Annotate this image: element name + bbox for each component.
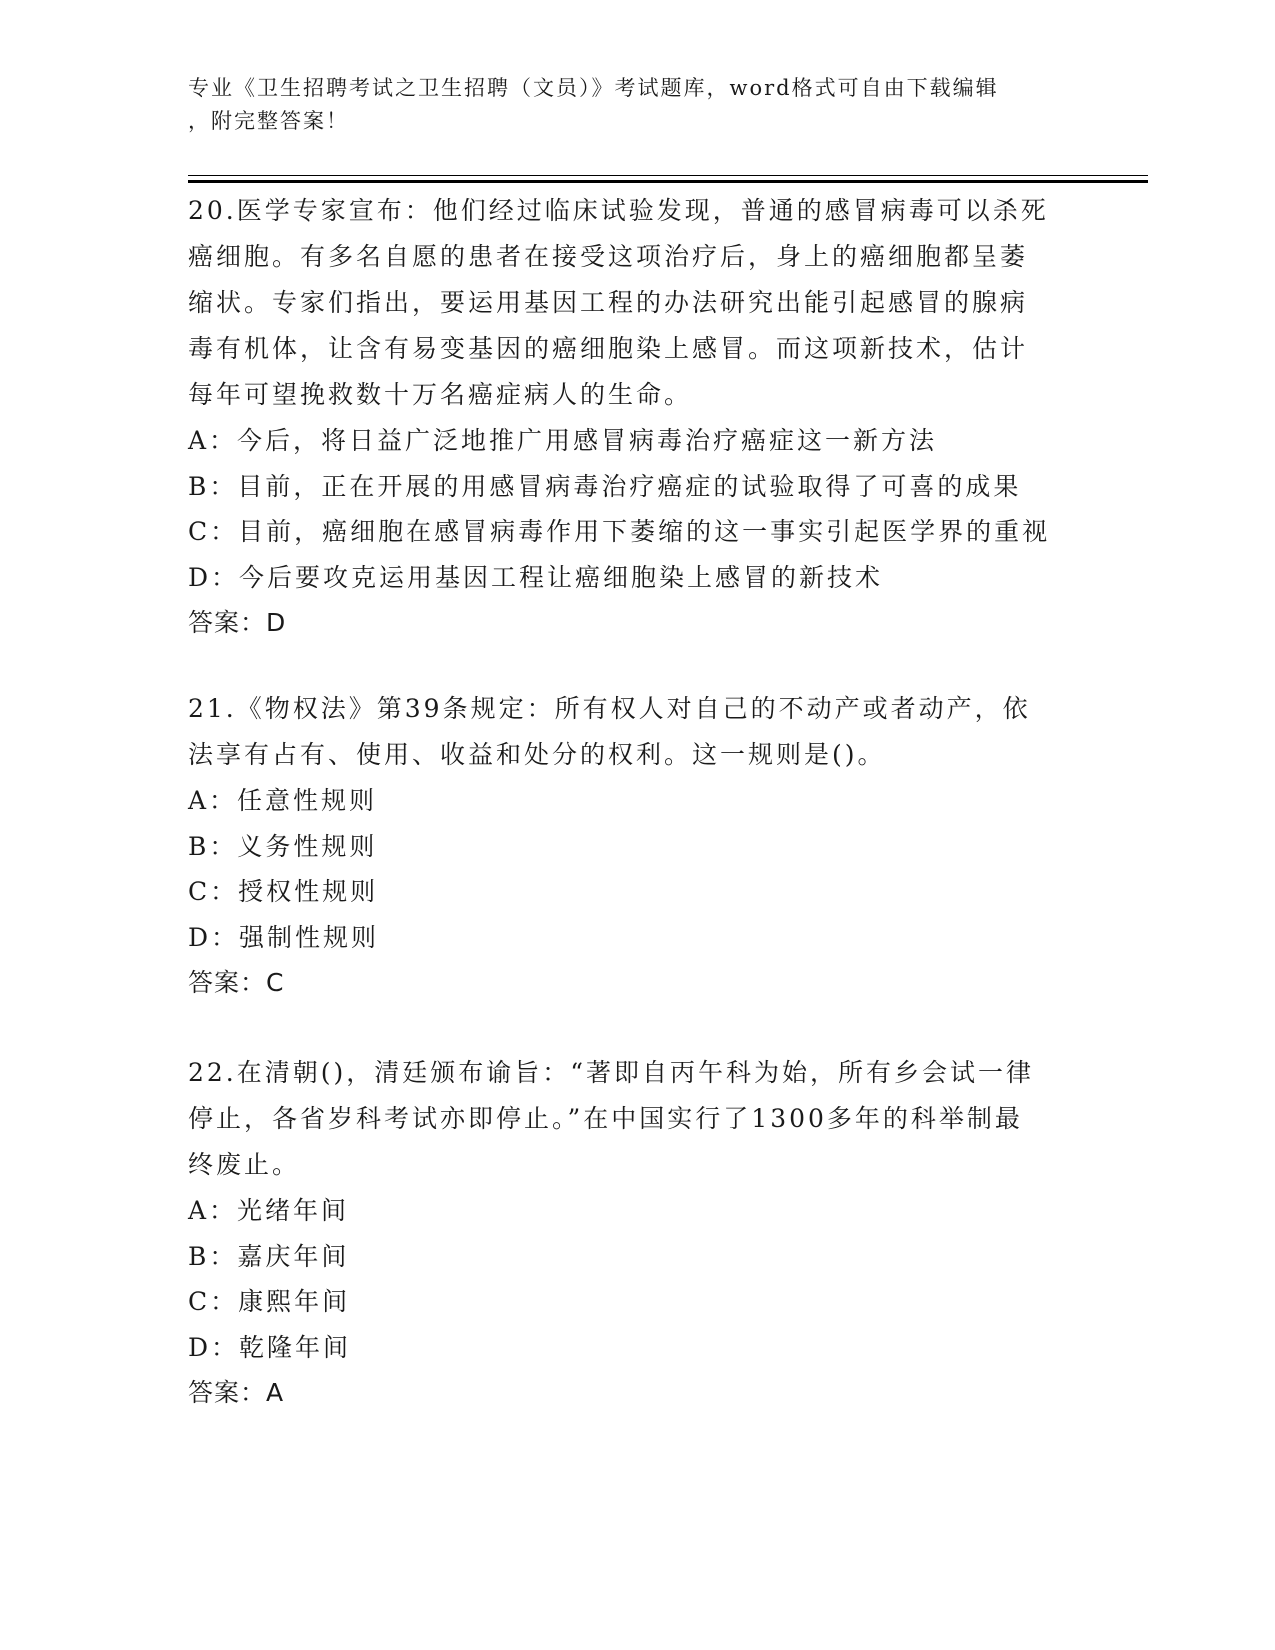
stem-line: 22.在清朝()，清廷颁布谕旨：“著即自丙午科为始，所有乡会试一律: [188, 1058, 1035, 1087]
stem-line: 停止，各省岁科考试亦即停止。”在中国实行了1300多年的科举制最: [188, 1104, 1023, 1133]
header-divider-thick: [188, 180, 1148, 183]
option-c: C：目前，癌细胞在感冒病毒作用下萎缩的这一事实引起医学界的重视: [188, 517, 1051, 546]
answer: 答案：C: [188, 968, 285, 997]
answer: 答案：D: [188, 608, 287, 637]
stem-line: 每年可望挽救数十万名癌症病人的生命。: [188, 380, 693, 409]
question-stem: [188, 1050, 1088, 1188]
document-header: [188, 72, 1088, 138]
option-d: D：强制性规则: [188, 922, 380, 952]
option-c: C：康熙年间: [188, 1287, 351, 1316]
answer: 答案：A: [188, 1378, 285, 1407]
option-d: D：今后要攻克运用基因工程让癌细胞染上感冒的新技术: [188, 562, 884, 592]
stem-line: 毒有机体，让含有易变基因的癌细胞染上感冒。而这项新技术，估计: [188, 334, 1029, 363]
header-line-2: ，附完整答案！: [188, 109, 349, 133]
option-c: C：授权性规则: [188, 877, 379, 906]
option-a: A：任意性规则: [188, 786, 378, 815]
header-divider-thin: [188, 175, 1148, 176]
header-line-1: 专业《卫生招聘考试之卫生招聘（文员）》考试题库，word格式可自由下载编辑: [188, 76, 999, 100]
option-a: A：光绪年间: [188, 1196, 350, 1225]
stem-line: 20.医学专家宣布：他们经过临床试验发现，普通的感冒病毒可以杀死: [188, 196, 1049, 225]
question-stem: [188, 686, 1088, 778]
option-b: B：目前，正在开展的用感冒病毒治疗癌症的试验取得了可喜的成果: [188, 471, 1022, 501]
stem-line: 21.《物权法》第39条规定：所有权人对自己的不动产或者动产，依: [188, 694, 1031, 723]
question-21: [188, 686, 1088, 1006]
stem-line: 癌细胞。有多名自愿的患者在接受这项治疗后，身上的癌细胞都呈萎: [188, 242, 1029, 271]
option-d: D：乾隆年间: [188, 1332, 352, 1362]
option-a: A：今后，将日益广泛地推广用感冒病毒治疗癌症这一新方法: [188, 426, 938, 455]
question-20: [188, 188, 1088, 646]
stem-line: 缩状。专家们指出，要运用基因工程的办法研究出能引起感冒的腺病: [188, 288, 1029, 317]
question-stem: [188, 188, 1088, 418]
question-22: [188, 1050, 1088, 1416]
option-b: B：义务性规则: [188, 831, 378, 861]
stem-line: 终废止。: [188, 1150, 301, 1179]
stem-line: 法享有占有、使用、收益和处分的权利。这一规则是()。: [188, 740, 886, 769]
option-b: B：嘉庆年间: [188, 1241, 350, 1271]
